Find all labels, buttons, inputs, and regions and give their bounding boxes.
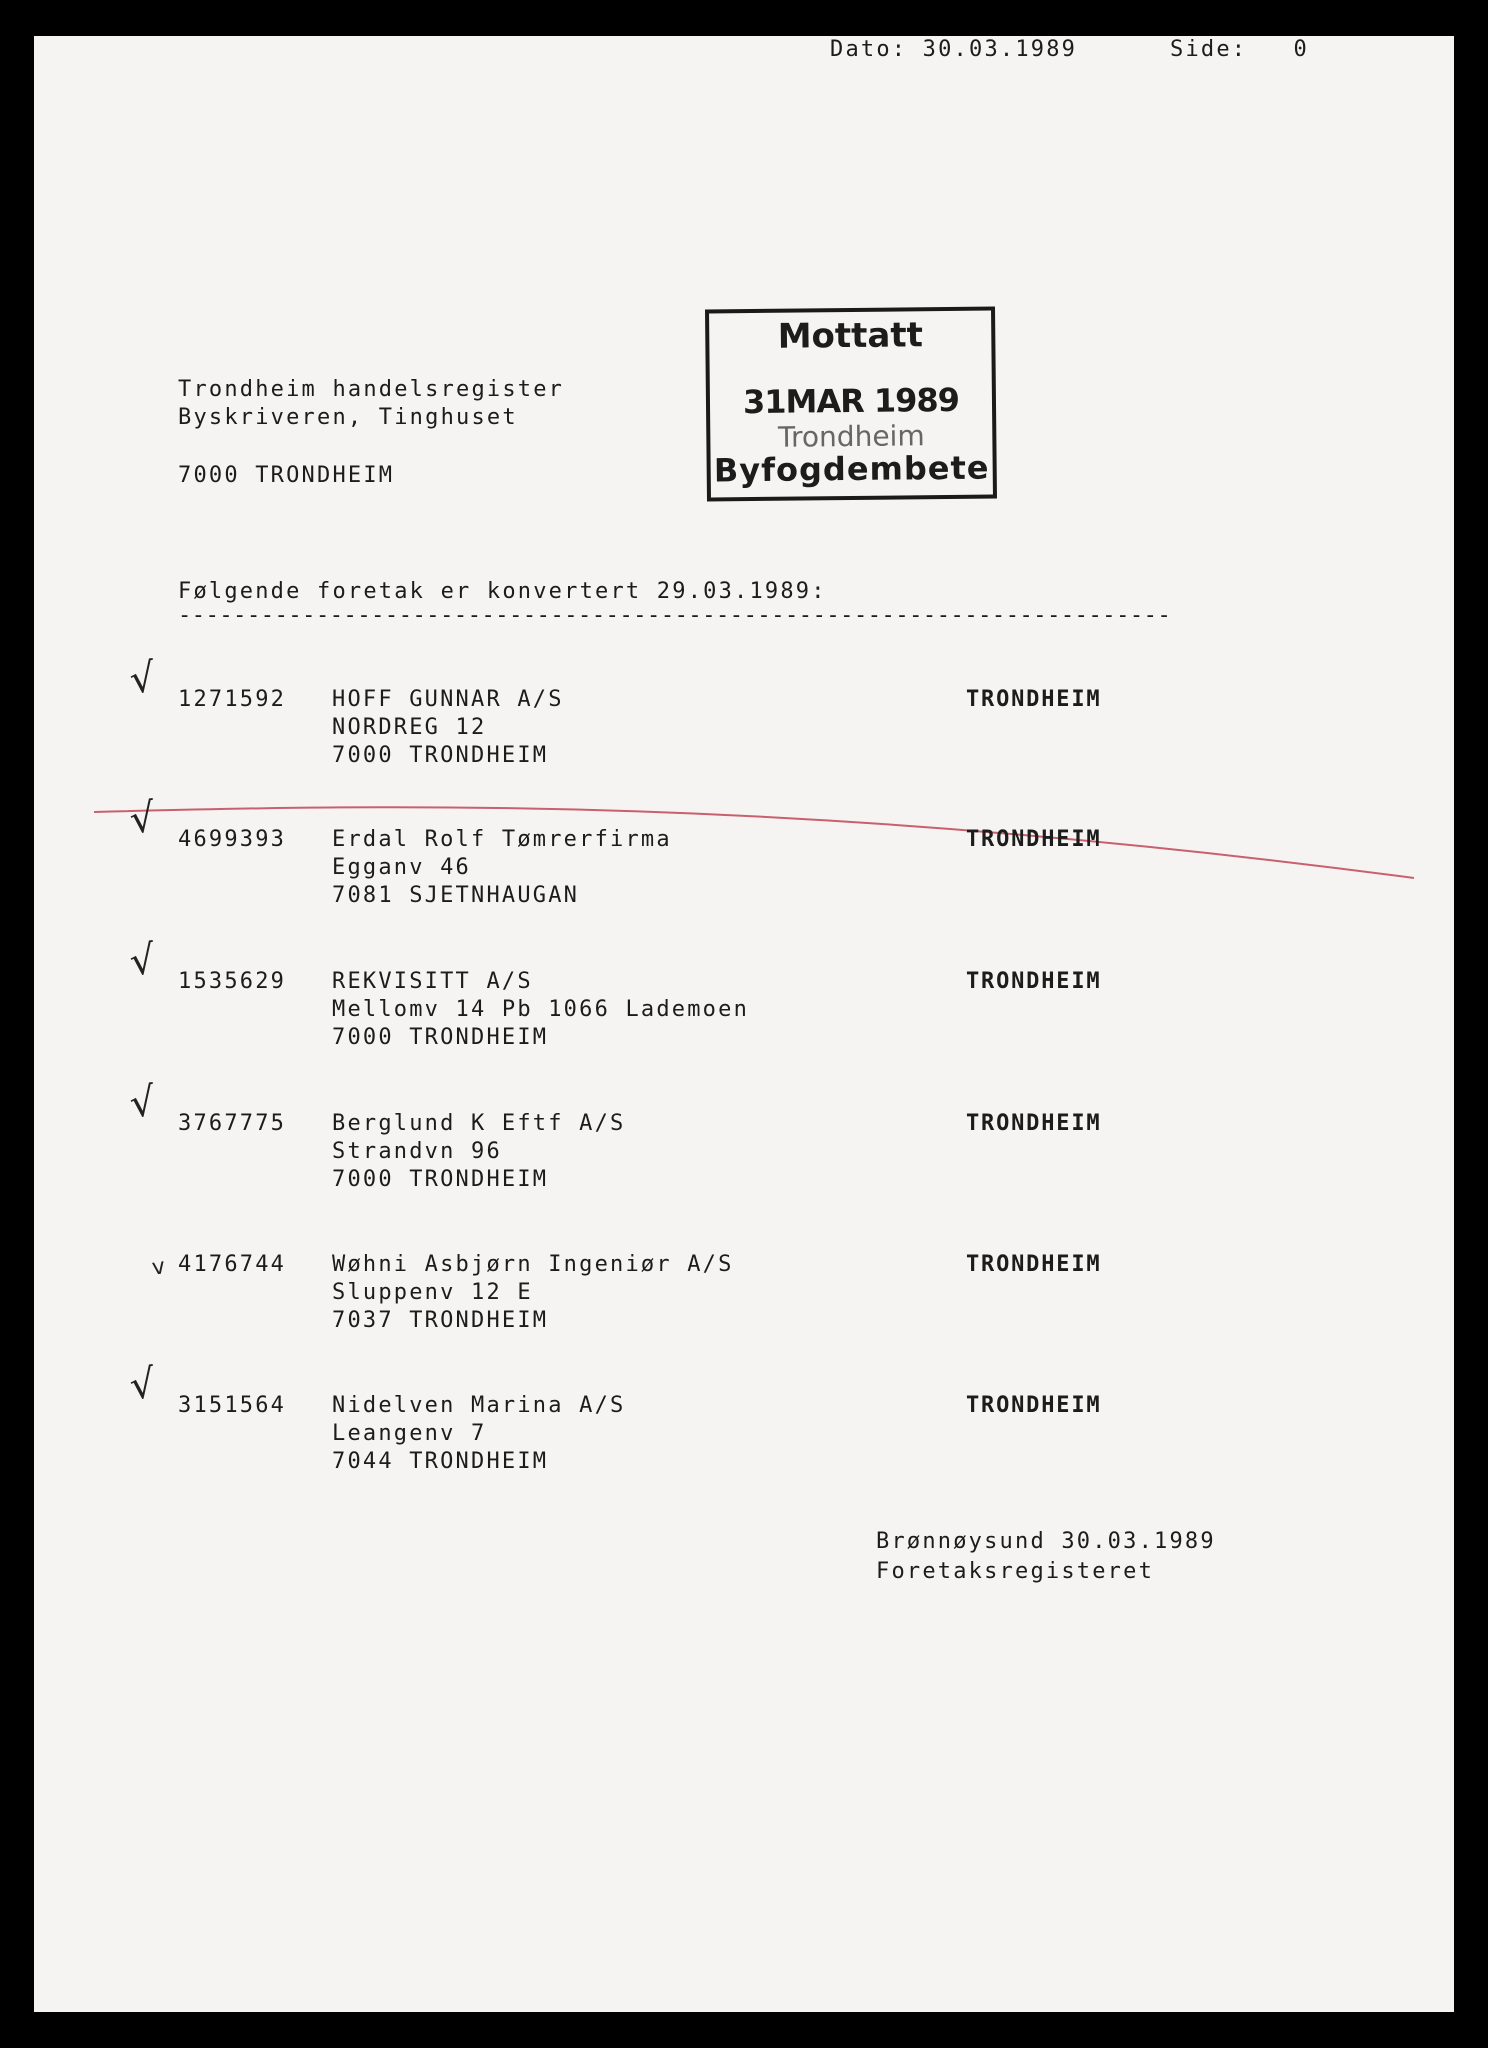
company-city: 7000 TRONDHEIM — [332, 1167, 549, 1192]
signature-registry: Foretaksregisteret — [876, 1559, 1155, 1584]
company-street: NORDREG 12 — [332, 715, 487, 740]
company-street: Sluppenv 12 E — [332, 1280, 533, 1305]
company-city: 7037 TRONDHEIM — [332, 1308, 549, 1333]
company-municipality: TRONDHEIM — [966, 1111, 1102, 1136]
company-name: Wøhni Asbjørn Ingeniør A/S — [332, 1252, 734, 1277]
header-page-number: Side: 0 — [1170, 37, 1310, 62]
company-street: Leangenv 7 — [332, 1421, 487, 1446]
check-mark: √ — [126, 794, 159, 844]
company-name: Nidelven Marina A/S — [332, 1393, 626, 1418]
document-page — [34, 36, 1454, 2012]
company-entry — [34, 1360, 1454, 1482]
company-entry — [34, 936, 1454, 1058]
company-municipality: TRONDHEIM — [966, 827, 1102, 852]
company-municipality: TRONDHEIM — [966, 1393, 1102, 1418]
heading-divider: ------------------------------------------------------------------------ — [178, 603, 1172, 628]
recipient-line-1: Trondheim handelsregister — [178, 377, 565, 402]
company-street: Strandvn 96 — [332, 1139, 502, 1164]
org-number: 4699393 — [178, 827, 287, 852]
company-city: 7000 TRONDHEIM — [332, 743, 549, 768]
company-street: Mellomv 14 Pb 1066 Lademoen — [332, 997, 750, 1022]
company-municipality: TRONDHEIM — [966, 687, 1102, 712]
org-number: 1535629 — [178, 969, 287, 994]
company-city: 7044 TRONDHEIM — [332, 1449, 549, 1474]
stamp-line-3: Trondheim — [777, 419, 925, 454]
company-name: REKVISITT A/S — [332, 969, 533, 994]
stamp-date: 31MAR 1989 — [742, 380, 960, 422]
check-mark: √ — [126, 654, 159, 704]
signature-place-date: Brønnøysund 30.03.1989 — [876, 1529, 1216, 1554]
stamp-line-1: Mottatt — [777, 315, 924, 357]
stamp-line-4: Byfogdembete — [713, 448, 990, 490]
company-name: Berglund K Eftf A/S — [332, 1111, 626, 1136]
received-stamp — [705, 306, 997, 501]
list-heading: Følgende foretak er konvertert 29.03.1989: — [178, 579, 827, 604]
org-number: 1271592 — [178, 687, 287, 712]
company-municipality: TRONDHEIM — [966, 969, 1102, 994]
company-municipality: TRONDHEIM — [966, 1252, 1102, 1277]
company-city: 7000 TRONDHEIM — [332, 1025, 549, 1050]
company-name: Erdal Rolf Tømrerfirma — [332, 827, 672, 852]
recipient-line-2: Byskriveren, Tinghuset — [178, 405, 518, 430]
recipient-line-3: 7000 TRONDHEIM — [178, 463, 395, 488]
company-entry — [34, 794, 1454, 916]
check-mark: √ — [126, 1078, 159, 1128]
header-date: Dato: 30.03.1989 — [830, 37, 1078, 62]
check-mark: √ — [126, 936, 159, 986]
company-entry — [34, 1251, 1454, 1341]
check-mark: √ — [126, 1360, 159, 1410]
org-number: 3151564 — [178, 1393, 287, 1418]
company-name: HOFF GUNNAR A/S — [332, 687, 564, 712]
org-number: 4176744 — [178, 1252, 287, 1277]
check-mark: v — [150, 1254, 167, 1281]
company-city: 7081 SJETNHAUGAN — [332, 883, 580, 908]
company-entry — [34, 654, 1454, 776]
company-street: Egganv 46 — [332, 855, 472, 880]
org-number: 3767775 — [178, 1111, 287, 1136]
company-entry — [34, 1078, 1454, 1200]
